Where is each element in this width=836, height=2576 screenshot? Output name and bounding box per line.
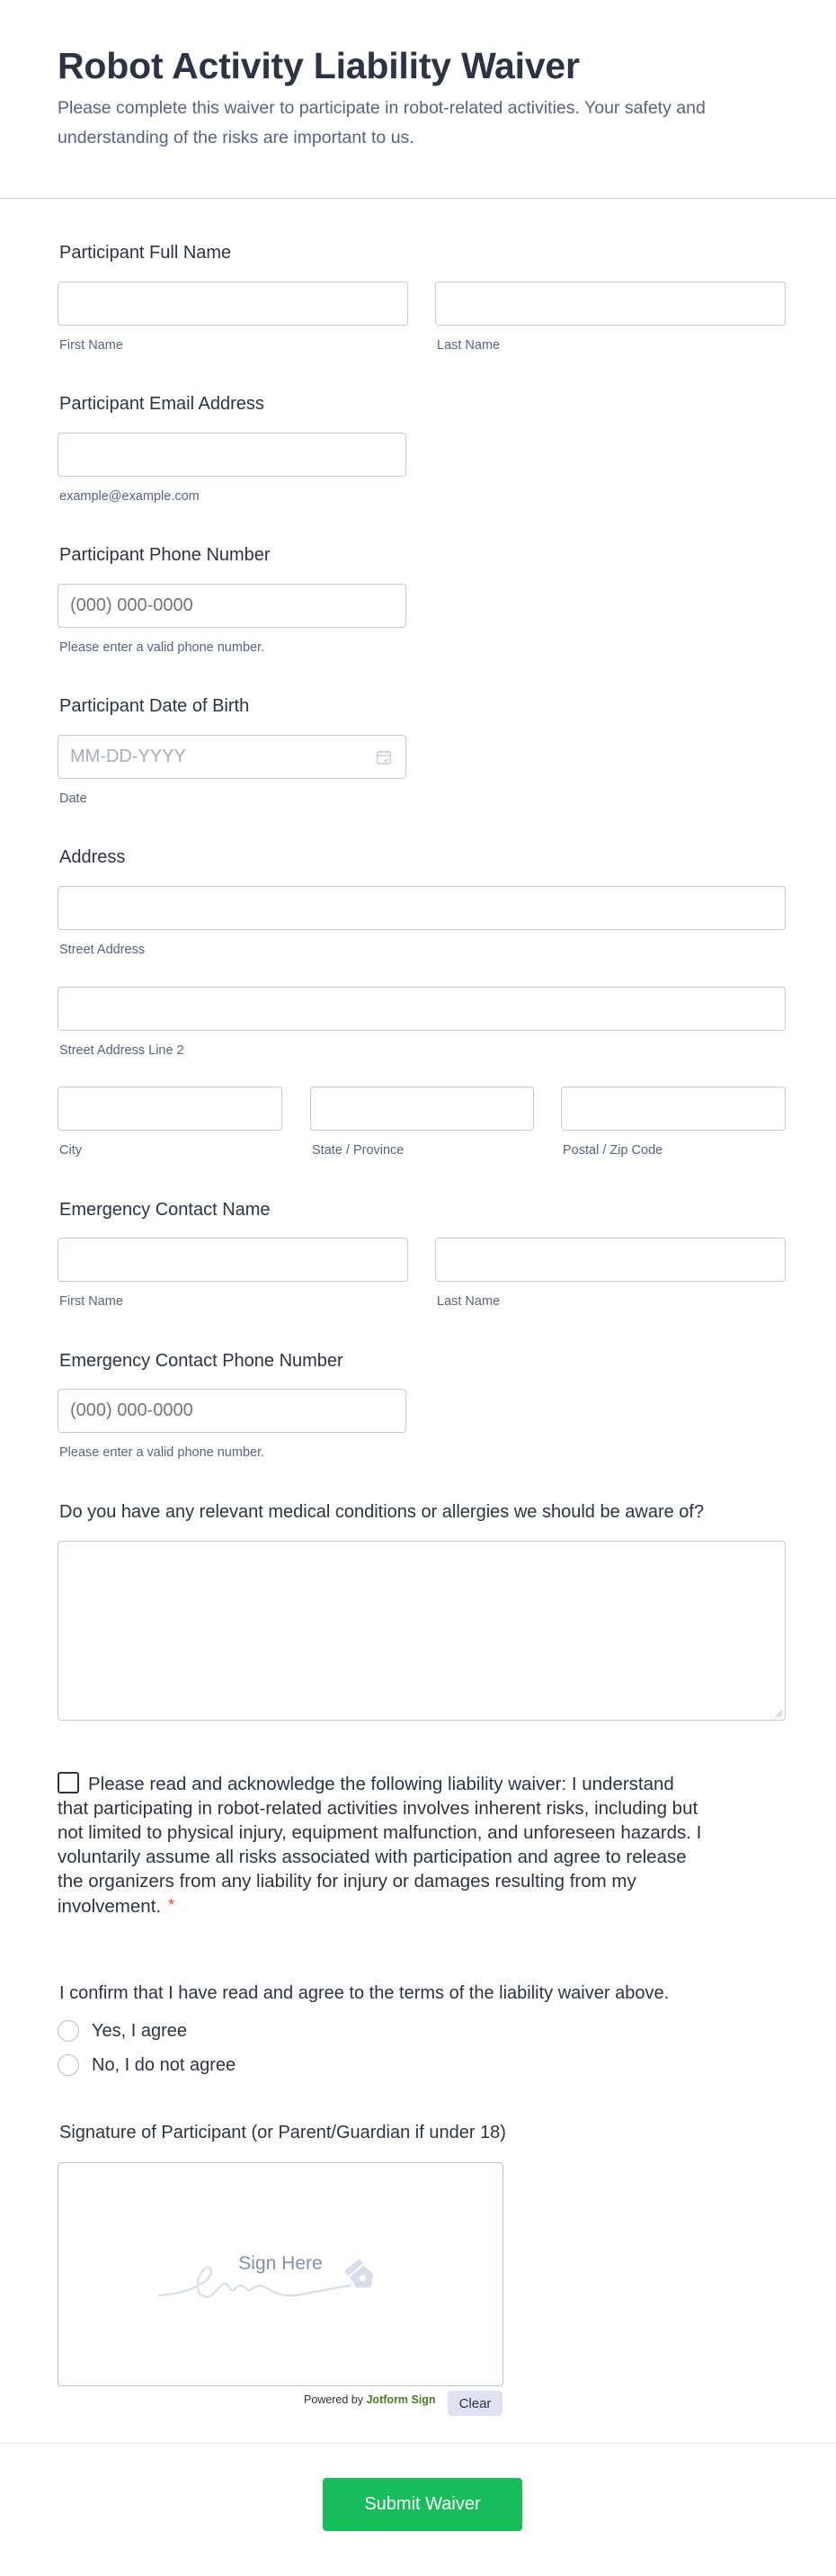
page-title: Robot Activity Liability Waiver: [58, 45, 580, 86]
participant-last-name-sublabel: Last Name: [437, 338, 501, 353]
medical-textarea-wrap: [58, 1541, 786, 1721]
participant-first-name-input[interactable]: [58, 282, 408, 326]
zip-sublabel: Postal / Zip Code: [563, 1143, 663, 1158]
street-address-input[interactable]: [58, 886, 786, 930]
confirm-label: I confirm that I have read and agree to the terms of the liability waiver above.: [59, 1983, 670, 2003]
waiver-consent-checkbox[interactable]: [58, 1772, 79, 1793]
emergency-phone-input[interactable]: [58, 1389, 406, 1433]
emergency-first-name-input[interactable]: [58, 1238, 408, 1282]
street-address-line2-sublabel: Street Address Line 2: [59, 1043, 184, 1058]
participant-phone-label: Participant Phone Number: [59, 545, 271, 565]
emergency-last-name-input[interactable]: [435, 1238, 786, 1282]
emergency-first-name-sublabel: First Name: [59, 1294, 123, 1309]
emergency-name-label: Emergency Contact Name: [59, 1200, 271, 1220]
signature-pad[interactable]: [58, 2162, 503, 2386]
emergency-phone-label: Emergency Contact Phone Number: [59, 1351, 343, 1371]
powered-by-text: [304, 2393, 436, 2406]
radio-label: Yes, I agree: [92, 2020, 188, 2041]
participant-dob-input[interactable]: [58, 735, 406, 779]
participant-first-name-sublabel: First Name: [59, 338, 123, 353]
participant-email-input[interactable]: [58, 433, 406, 477]
medical-label: Do you have any relevant medical conditions or allergies we should be aware of?: [59, 1502, 705, 1522]
signature-pen-icon: [148, 2244, 409, 2316]
waiver-consent-text: Please read and acknowledge the following liability waiver: I understand that participating in robot-related activities involves inherent risks, including but not limited to physical injury, equipment malfunction, and unforeseen hazards. I voluntarily assume all risks associated with participation and agree to release the organizers from any liability for injury or damages resulting from my involvement.: [58, 1774, 702, 1917]
city-sublabel: City: [59, 1143, 82, 1158]
participant-last-name-input[interactable]: [435, 282, 786, 326]
participant-phone-sublabel: Please enter a valid phone number.: [59, 640, 265, 655]
street-address-line2-input[interactable]: [58, 987, 786, 1031]
waiver-consent: [58, 1772, 705, 1919]
required-marker: *: [168, 1896, 175, 1914]
participant-name-label: Participant Full Name: [59, 243, 232, 263]
state-sublabel: State / Province: [312, 1143, 405, 1158]
emergency-phone-sublabel: Please enter a valid phone number.: [59, 1445, 265, 1460]
submit-button[interactable]: Submit Waiver: [323, 2478, 522, 2531]
participant-email-label: Participant Email Address: [59, 394, 264, 414]
participant-phone-input[interactable]: [58, 584, 406, 628]
footer-divider: [0, 2443, 836, 2444]
zip-input[interactable]: [561, 1087, 786, 1131]
dob-placeholder: MM-DD-YYYY: [70, 747, 186, 766]
radio-option-yes[interactable]: [58, 2020, 187, 2042]
city-input[interactable]: [58, 1087, 282, 1131]
calendar-icon[interactable]: [375, 748, 393, 766]
clear-signature-button[interactable]: Clear: [448, 2391, 502, 2416]
radio-option-no[interactable]: [58, 2054, 236, 2076]
powered-prefix: Powered by: [304, 2393, 367, 2406]
resize-handle-icon[interactable]: [774, 1709, 783, 1718]
radio-label: No, I do not agree: [92, 2054, 236, 2075]
participant-dob-sublabel: Date: [59, 792, 87, 806]
address-label: Address: [59, 847, 126, 867]
state-input[interactable]: [310, 1087, 534, 1131]
street-address-sublabel: Street Address: [59, 943, 146, 957]
signature-label: Signature of Participant (or Parent/Guardian if under 18): [59, 2123, 506, 2142]
jotform-sign-link[interactable]: Jotform Sign: [366, 2393, 436, 2406]
participant-email-sublabel: example@example.com: [59, 489, 200, 504]
emergency-last-name-sublabel: Last Name: [437, 1294, 501, 1309]
sign-here-placeholder: Sign Here: [238, 2253, 323, 2274]
form-header: [0, 0, 836, 199]
page-subtitle: Please complete this waiver to participate in robot-related activities. Your safety and understanding of the risks are important to us.: [58, 98, 706, 148]
participant-dob-label: Participant Date of Birth: [59, 696, 250, 716]
radio-button[interactable]: [58, 2020, 79, 2042]
radio-button[interactable]: [58, 2054, 79, 2076]
medical-textarea[interactable]: [58, 1541, 786, 1721]
